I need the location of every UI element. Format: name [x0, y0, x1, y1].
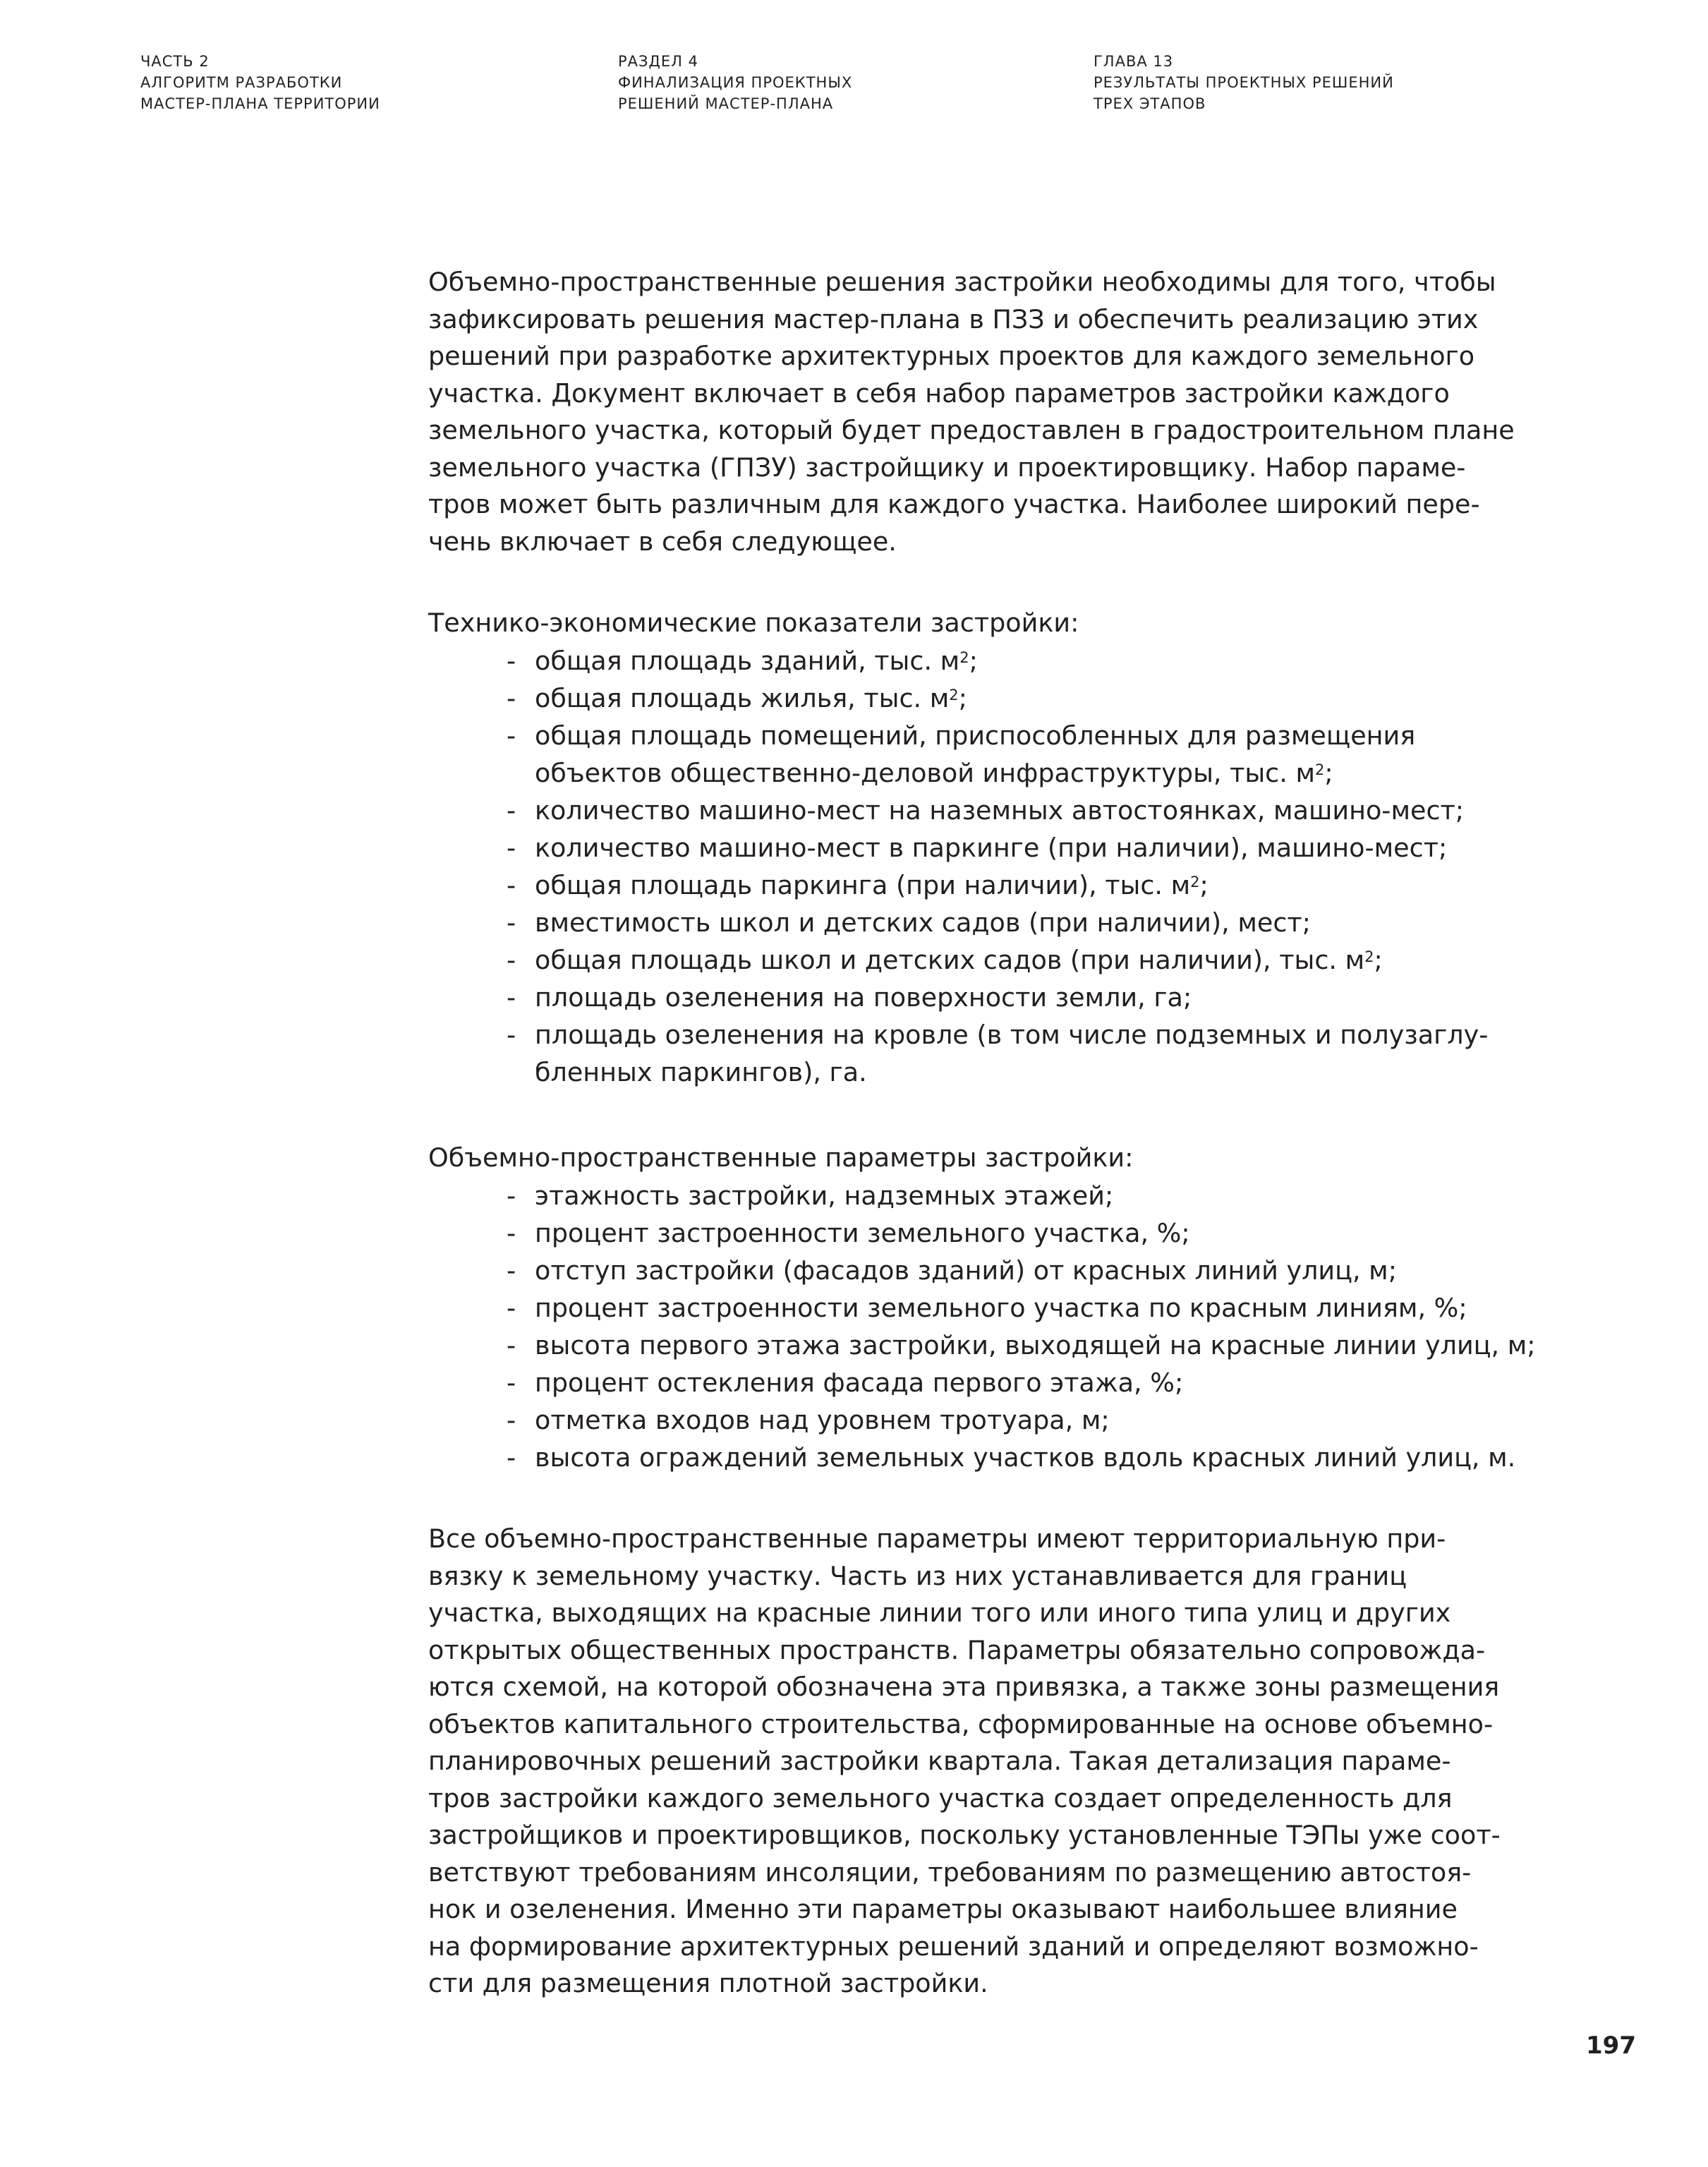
running-head-line: ГЛАВА 13 [1094, 53, 1174, 70]
list-item-text: общая площадь паркинга (при наличии), тыс. м [535, 870, 1191, 900]
list-item-text: отметка входов над уровнем тротуара, м; [535, 1405, 1110, 1435]
list-dash: - [507, 945, 516, 975]
paragraph-line: решений при разработке архитектурных проектов для каждого земельного [428, 341, 1475, 371]
running-head-line: РЕШЕНИЙ МАСТЕР-ПЛАНА [618, 95, 834, 112]
list-item-punctuation: ; [1374, 945, 1383, 975]
list-item-text: процент застроенности земельного участка, %; [535, 1218, 1190, 1248]
list-item-text: количество машино-мест в паркинге (при наличии), машино-мест; [535, 833, 1448, 863]
list-dash: - [507, 1442, 516, 1473]
running-head-line: ТРЕХ ЭТАПОВ [1094, 95, 1206, 112]
list-item [507, 829, 1537, 867]
paragraph-line: застройщиков и проектировщиков, поскольку установленные ТЭПы уже соот- [428, 1820, 1501, 1850]
paragraph-line: земельного участка, который будет предоставлен в градостроительном плане [428, 415, 1515, 445]
list-dash: - [507, 1405, 516, 1435]
list-dash: - [507, 833, 516, 863]
list-item [507, 1439, 1537, 1476]
running-head-line: РЕЗУЛЬТАТЫ ПРОЕКТНЫХ РЕШЕНИЙ [1094, 74, 1394, 91]
list-item [507, 941, 1537, 979]
list-item-text: общая площадь помещений, приспособленных для размещения [535, 720, 1416, 751]
list-item-text: высота ограждений земельных участков вдоль красных линий улиц, м. [535, 1442, 1516, 1473]
list-item-text: высота первого этажа застройки, выходящей на красные линии улиц, м; [535, 1330, 1536, 1360]
list-item-continuation-text: объектов общественно-деловой инфраструктуры, тыс. м [535, 758, 1315, 788]
list-item-text: отступ застройки (фасадов зданий) от красных линий улиц, м; [535, 1255, 1398, 1286]
list-item [507, 1364, 1537, 1401]
paragraph-line: зафиксировать решения мастер-плана в ПЗЗ и обеспечить реализацию этих [428, 303, 1479, 334]
list-dash: - [507, 870, 516, 900]
list-dash: - [507, 1020, 516, 1050]
running-head-line: МАСТЕР-ПЛАНА ТЕРРИТОРИИ [140, 95, 380, 112]
tep-heading [428, 605, 1529, 642]
list-item-punctuation: ; [969, 646, 978, 676]
paragraph-line: вязку к земельному участку. Часть из них устанавливается для границ [428, 1560, 1407, 1591]
opp-heading [428, 1140, 1529, 1177]
list-item-text: площадь озеленения на кровле (в том числе подземных и полузаглу- [535, 1020, 1489, 1050]
paragraph-line: Объемно-пространственные решения застройки необходимы для того, чтобы [428, 267, 1496, 297]
list-dash: - [507, 1368, 516, 1398]
list-heading: Объемно-пространственные параметры застройки: [428, 1142, 1134, 1173]
paragraph-line: ветствуют требованиям инсоляции, требованиям по размещению автостоя- [428, 1857, 1472, 1888]
list-item-text: вместимость школ и детских садов (при наличии), мест; [535, 907, 1311, 938]
list-dash: - [507, 795, 516, 826]
paragraph-line: нок и озеленения. Именно эти параметры оказывают наибольшее влияние [428, 1894, 1458, 1924]
list-item-punctuation: ; [958, 683, 967, 713]
list-item [507, 792, 1537, 829]
list-dash: - [507, 907, 516, 938]
list-dash: - [507, 1218, 516, 1248]
list-dash: - [507, 683, 516, 713]
list-item [507, 642, 1537, 680]
running-head-chapter [1094, 51, 1545, 114]
list-item [507, 1214, 1537, 1252]
list-item [507, 1327, 1537, 1364]
list-item [507, 680, 1537, 717]
list-dash: - [507, 1293, 516, 1323]
paragraph-line: на формирование архитектурных решений зданий и определяют возможно- [428, 1931, 1479, 1962]
paragraph-line: участка, выходящих на красные линии того или иного типа улиц и других [428, 1598, 1451, 1628]
superscript: 2 [1314, 761, 1325, 778]
list-item-text: процент остекления фасада первого этажа, %; [535, 1368, 1184, 1398]
superscript: 2 [1364, 948, 1374, 965]
list-dash: - [507, 1255, 516, 1286]
list-item [507, 1016, 1537, 1091]
list-item [507, 1289, 1537, 1327]
running-head-part [140, 51, 592, 114]
page-number: 197 [1586, 2032, 1636, 2060]
list-item [507, 1401, 1537, 1439]
list-item [507, 979, 1537, 1016]
list-item [507, 867, 1537, 904]
list-item-punctuation: ; [1324, 758, 1333, 788]
paragraph-line: чень включает в себя следующее. [428, 526, 897, 557]
tep-list [507, 642, 1537, 1091]
running-head-line: ФИНАЛИЗАЦИЯ ПРОЕКТНЫХ [618, 74, 853, 91]
list-item-text: этажность застройки, надземных этажей; [535, 1181, 1114, 1211]
list-item-text: общая площадь школ и детских садов (при наличии), тыс. м [535, 945, 1365, 975]
list-item-continuation [535, 1054, 1537, 1091]
opp-list [507, 1177, 1537, 1476]
list-item-text: процент застроенности земельного участка по красным линиям, %; [535, 1293, 1467, 1323]
paragraph-line: участка. Документ включает в себя набор параметров застройки каждого [428, 378, 1450, 409]
intro-paragraph [428, 264, 1529, 560]
paragraph-line: открытых общественных пространств. Параметры обязательно сопровожда- [428, 1634, 1486, 1665]
running-head-line: РАЗДЕЛ 4 [618, 53, 698, 70]
paragraph-line: тров может быть различным для каждого участка. Наиболее широкий пере- [428, 489, 1480, 519]
paragraph-line: тров застройки каждого земельного участка создает определенность для [428, 1782, 1453, 1813]
list-item-text: общая площадь зданий, тыс. м [535, 646, 960, 676]
list-dash: - [507, 982, 516, 1013]
list-item [507, 717, 1537, 792]
final-paragraph [428, 1521, 1529, 2003]
running-head-section [618, 51, 1070, 114]
list-dash: - [507, 1181, 516, 1211]
running-head-line: ЧАСТЬ 2 [140, 53, 210, 70]
list-item [507, 1177, 1537, 1214]
superscript: 2 [959, 649, 969, 666]
list-heading: Технико-экономические показатели застройки: [428, 608, 1079, 638]
paragraph-line: Все объемно-пространственные параметры имеют территориальную при- [428, 1523, 1446, 1554]
running-head-line: АЛГОРИТМ РАЗРАБОТКИ [140, 74, 343, 91]
list-item-text: площадь озеленения на поверхности земли, га; [535, 982, 1192, 1013]
list-item-continuation [535, 754, 1537, 792]
paragraph-line: объектов капитального строительства, сформированные на основе объемно- [428, 1708, 1494, 1739]
paragraph-line: ются схемой, на которой обозначена эта привязка, а также зоны размещения [428, 1672, 1500, 1702]
paragraph-line: земельного участка (ГПЗУ) застройщику и проектировщику. Набор параме- [428, 452, 1466, 483]
list-item-punctuation: ; [1199, 870, 1209, 900]
list-item-text: общая площадь жилья, тыс. м [535, 683, 950, 713]
list-item [507, 1252, 1537, 1289]
superscript: 2 [1190, 874, 1200, 891]
list-dash: - [507, 1330, 516, 1360]
list-dash: - [507, 720, 516, 751]
paragraph-line: планировочных решений застройки квартала. Такая детализация параме- [428, 1746, 1451, 1776]
list-item [507, 904, 1537, 941]
paragraph-line: сти для размещения плотной застройки. [428, 1968, 988, 1998]
list-item-text: количество машино-мест на наземных автостоянках, машино-мест; [535, 795, 1465, 826]
superscript: 2 [949, 687, 959, 704]
list-item-continuation-text: бленных паркингов), га. [535, 1057, 867, 1087]
list-dash: - [507, 646, 516, 676]
